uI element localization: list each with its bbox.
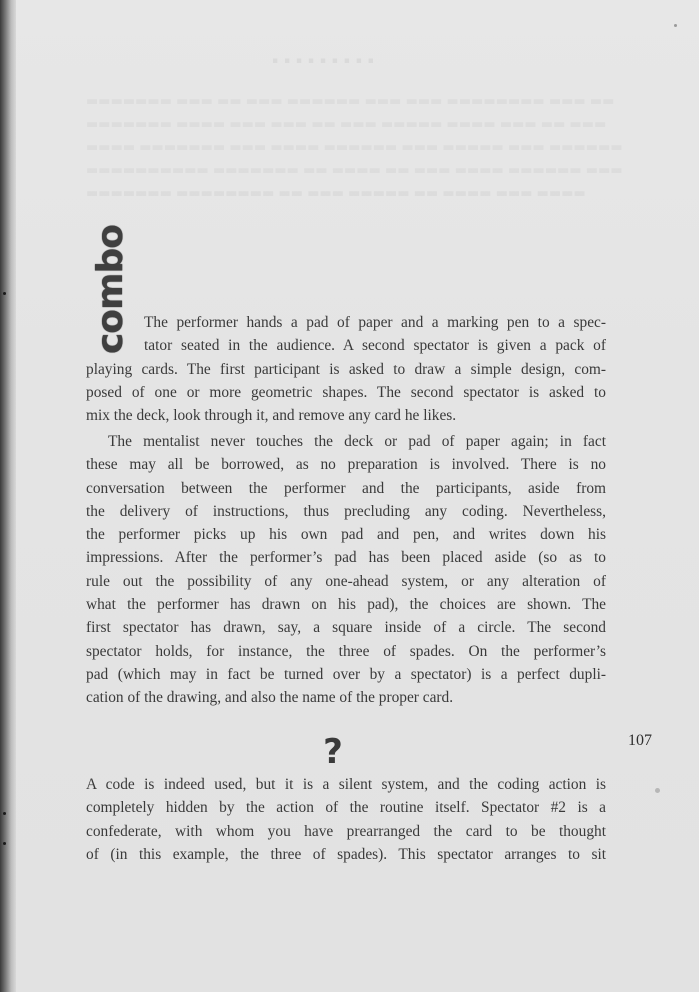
text-line: first spectator has drawn, say, a square inside of a circle. The second bbox=[86, 619, 606, 637]
paragraph-1 bbox=[86, 358, 606, 428]
text-line: A code is indeed used, but it is a silent system, and the coding action is bbox=[86, 776, 606, 793]
text-line: what the performer has drawn on his pad), the choices are shown. The bbox=[86, 596, 606, 614]
text-line: completely hidden by the action of the routine itself. Spectator #2 is a bbox=[86, 799, 606, 817]
text-line: The mentalist never touches the deck or pad of paper again; in fact bbox=[108, 433, 606, 450]
binding-speck bbox=[3, 812, 6, 815]
binding-speck bbox=[3, 842, 6, 845]
text-line: spectator holds, for instance, the three of spades. On the performer’s bbox=[86, 642, 606, 660]
paragraph-1-wrapped-lines bbox=[144, 311, 606, 358]
paragraph-2 bbox=[86, 430, 606, 710]
paragraph-3 bbox=[86, 773, 606, 866]
section-break-question-mark: ? bbox=[323, 732, 343, 772]
text-line: pad (which may in fact be turned over by a spectator) is a perfect dupli- bbox=[86, 665, 606, 683]
text-line: cation of the drawing, and also the name of the proper card. bbox=[86, 689, 454, 707]
show-through-header: ▪ ▪ ▪ ▪ ▪ ▪ ▪ ▪ ▪ bbox=[272, 56, 376, 66]
text-line: impressions. After the performer’s pad has been placed aside (so as to bbox=[86, 549, 606, 567]
text-line: the performer picks up his own pad and pen, and writes down his bbox=[86, 526, 606, 544]
text-line: rule out the possibility of any one-ahead system, or any alteration of bbox=[86, 572, 606, 590]
combo-ornament-text: combo bbox=[90, 224, 132, 354]
text-line: The performer hands a pad of paper and a marking pen to a spec- bbox=[144, 314, 606, 331]
text-line: posed of one or more geometric shapes. The second spectator is asked to bbox=[86, 383, 606, 401]
binding-speck bbox=[3, 292, 6, 295]
text-line: confederate, with whom you have prearranged the card to be thought bbox=[86, 822, 606, 840]
text-line: playing cards. The first participant is asked to draw a simple design, com- bbox=[86, 360, 606, 378]
text-line: of (in this example, the three of spades). This spectator arranges to sit bbox=[86, 845, 606, 863]
scan-speck bbox=[655, 788, 660, 793]
text-line: these may all be borrowed, as no preparation is involved. There is no bbox=[86, 456, 606, 474]
combo-ornament bbox=[86, 214, 136, 364]
text-line: the delivery of instructions, thus precluding any coding. Nevertheless, bbox=[86, 502, 606, 520]
page-number: 107 bbox=[628, 732, 652, 749]
text-line: mix the deck, look through it, and remove any card he likes. bbox=[86, 407, 457, 425]
show-through-text bbox=[86, 90, 623, 205]
scan-speck bbox=[674, 24, 677, 27]
text-line: tator seated in the audience. A second spectator is given a pack of bbox=[144, 337, 606, 355]
text-line: conversation between the performer and the participants, aside from bbox=[86, 479, 606, 497]
